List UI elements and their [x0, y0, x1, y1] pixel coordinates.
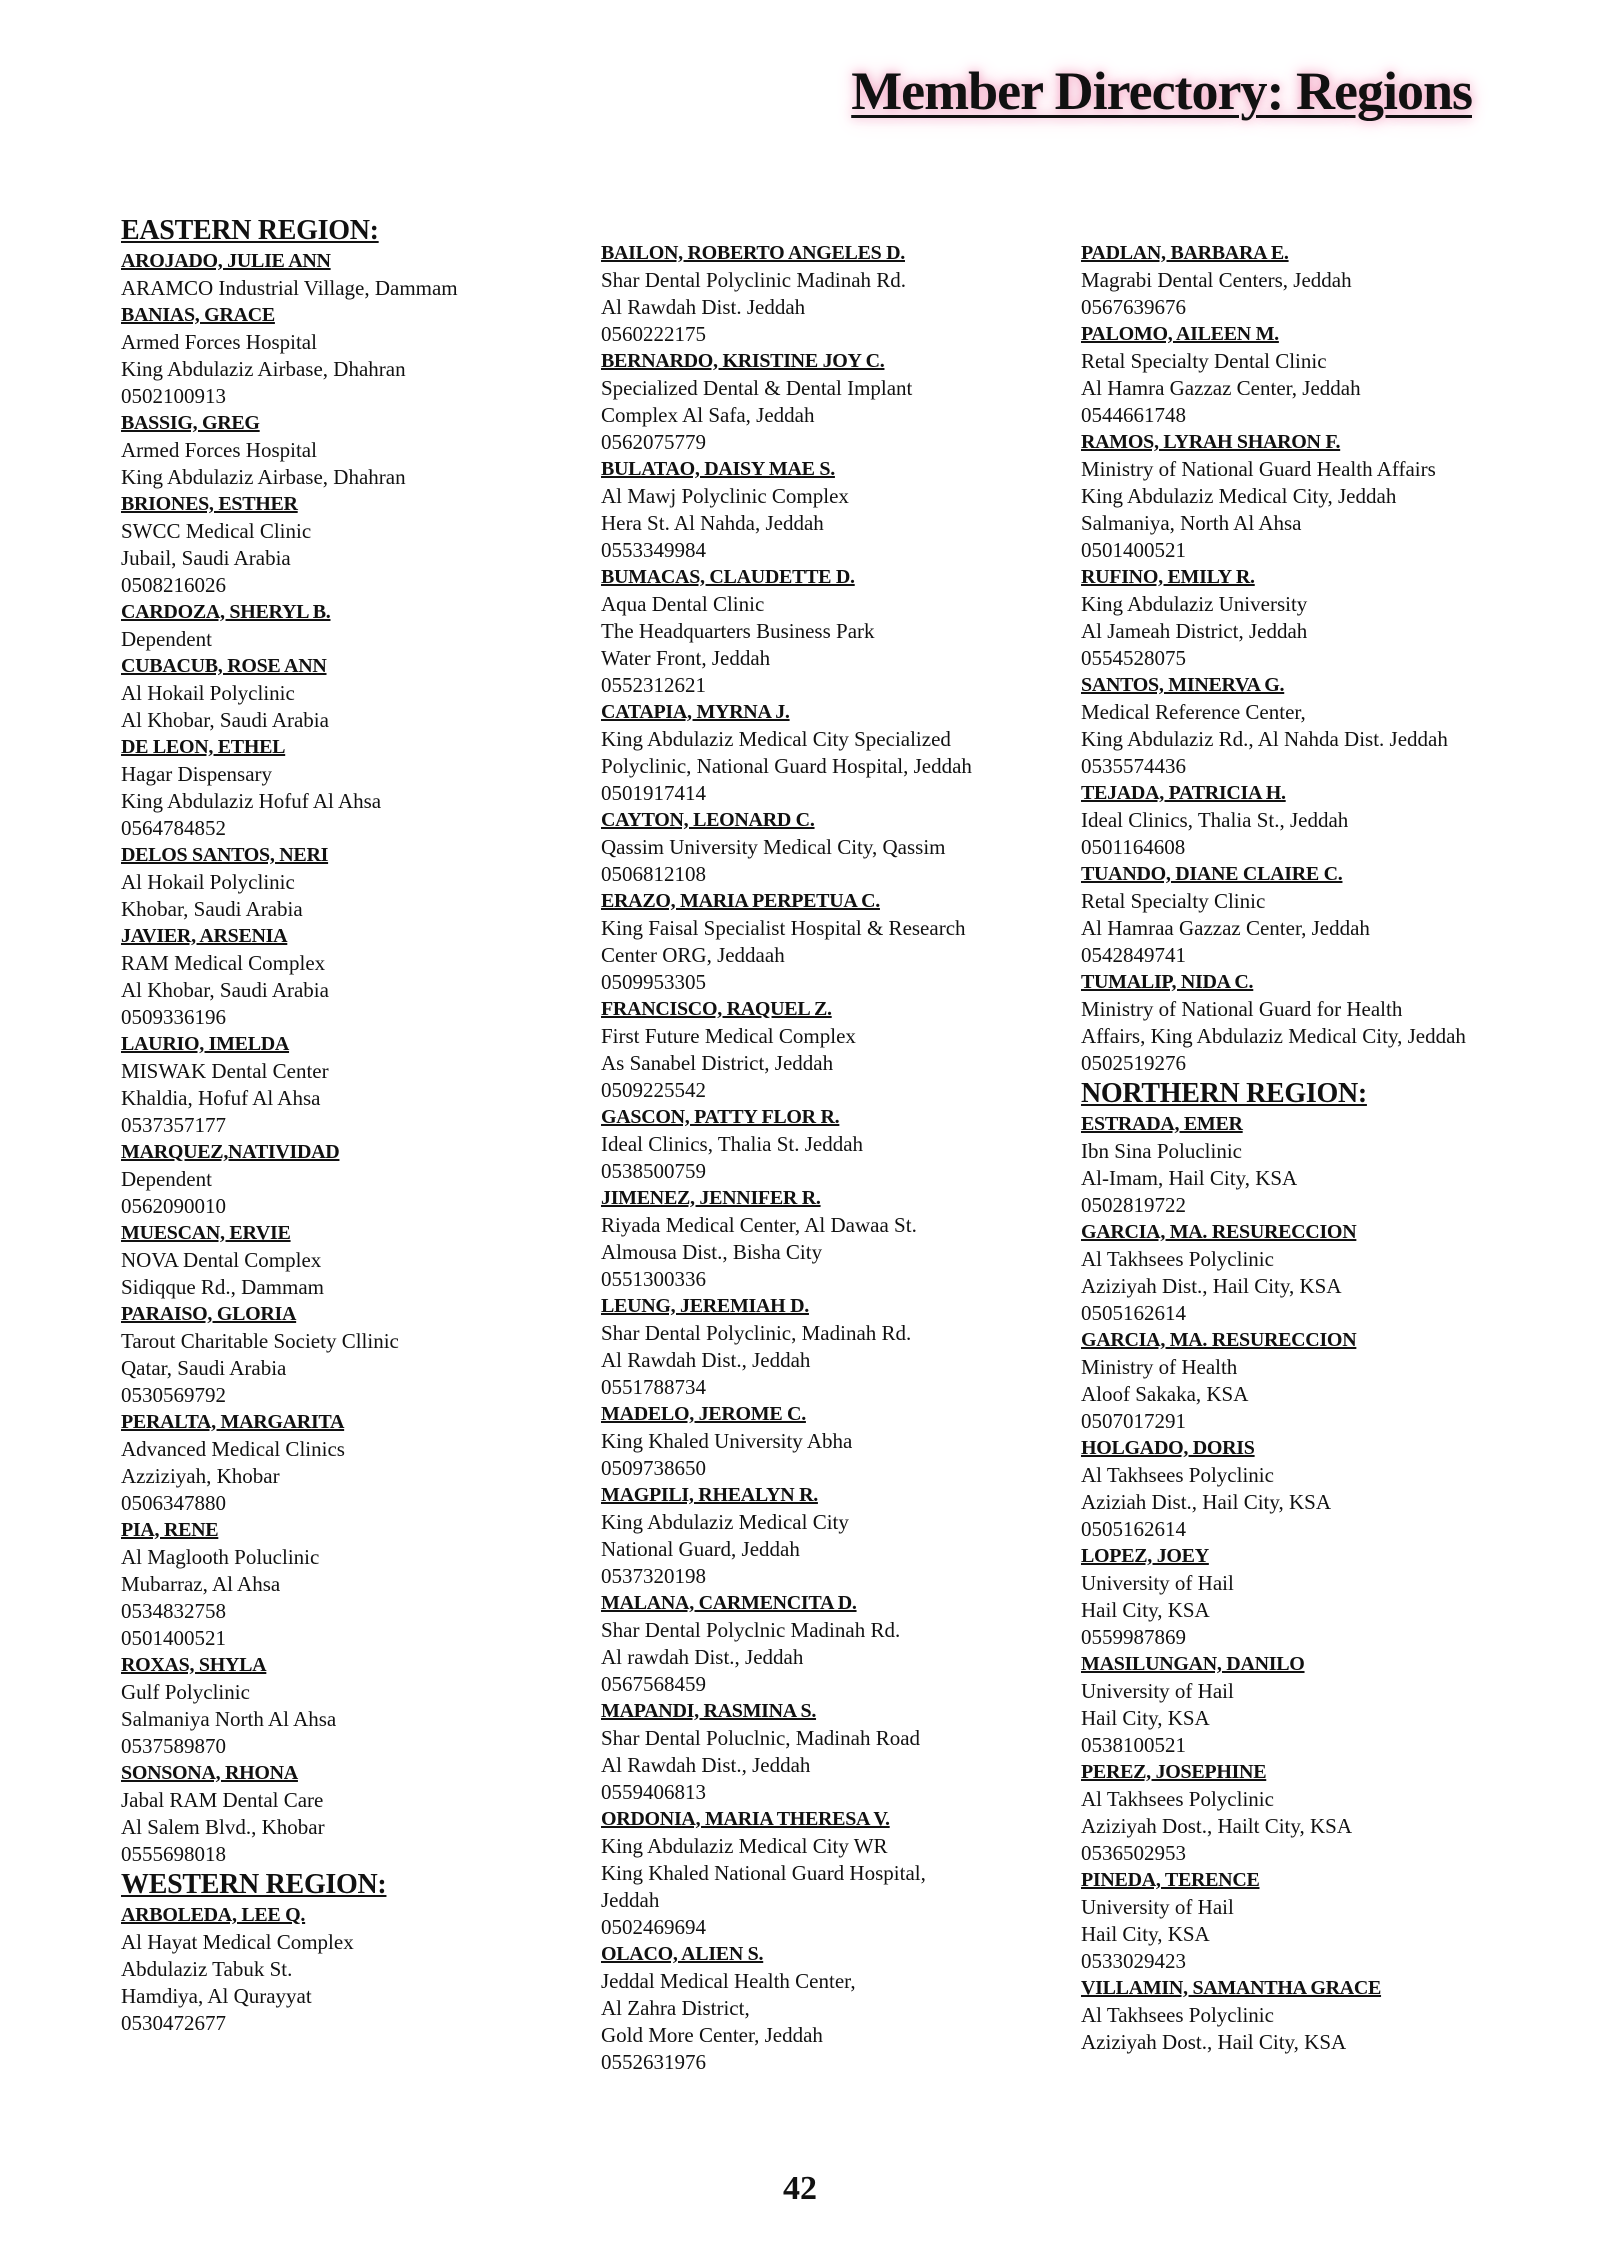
member-phone: 0508216026	[121, 573, 226, 597]
member-address-line: Tarout Charitable Society Cllinic	[121, 1329, 399, 1353]
member-address-line: Hail City, KSA	[1081, 1706, 1210, 1730]
member-phone: 0551788734	[601, 1375, 706, 1399]
member-phone: 0542849741	[1081, 943, 1186, 967]
member-name: MASILUNGAN, DANILO	[1081, 1653, 1305, 1675]
member-entry	[1081, 321, 1541, 429]
member-name: ERAZO, MARIA PERPETUA C.	[601, 890, 880, 912]
member-phone: 0502469694	[601, 1915, 706, 1939]
member-entry	[601, 1482, 1056, 1590]
member-entry	[121, 734, 571, 842]
member-phone: 0560222175	[601, 322, 706, 346]
member-address-line: Al Takhsees Polyclinic	[1081, 1787, 1274, 1811]
directory-column-2	[601, 240, 1056, 2076]
member-entry	[121, 1031, 571, 1139]
member-entry	[1081, 1219, 1541, 1327]
member-address-line: Al Rawdah Dist. Jeddah	[601, 295, 806, 319]
member-address-line: Riyada Medical Center, Al Dawaa St.	[601, 1213, 917, 1237]
member-address-line: National Guard, Jeddah	[601, 1537, 800, 1561]
member-entry	[601, 699, 1056, 807]
member-address-line: Al Hayat Medical Complex	[121, 1930, 354, 1954]
member-entry	[601, 564, 1056, 699]
member-name: MADELO, JEROME C.	[601, 1403, 806, 1425]
member-phone: 0509225542	[601, 1078, 706, 1102]
member-address-line: Ideal Clinics, Thalia St. Jeddah	[601, 1132, 864, 1156]
member-name: DE LEON, ETHEL	[121, 736, 286, 758]
member-phone: 0530569792	[121, 1383, 226, 1407]
page-title: Member Directory: Regions	[851, 61, 1472, 121]
member-address-line: As Sanabel District, Jeddah	[601, 1051, 834, 1075]
member-entry	[121, 302, 571, 410]
member-entry	[601, 1293, 1056, 1401]
member-entry	[601, 1104, 1056, 1185]
member-entry	[601, 456, 1056, 564]
member-phone: 0552312621	[601, 673, 706, 697]
member-address-line: Ministry of Health	[1081, 1355, 1238, 1379]
member-phone: 0506812108	[601, 862, 706, 886]
member-address-line: King Abdulaziz Airbase, Dhahran	[121, 465, 406, 489]
member-address-line: Armed Forces Hospital	[121, 330, 317, 354]
member-entry	[121, 491, 571, 599]
member-name: HOLGADO, DORIS	[1081, 1437, 1255, 1459]
member-address-line: Al Zahra District,	[601, 1996, 750, 2020]
member-entry	[601, 1806, 1056, 1941]
member-address-line: Al Hokail Polyclinic	[121, 681, 295, 705]
member-name: BRIONES, ESTHER	[121, 493, 298, 515]
member-address-line: ARAMCO Industrial Village, Dammam	[121, 276, 458, 300]
member-address-line: Khobar, Saudi Arabia	[121, 897, 303, 921]
member-name: PALOMO, AILEEN M.	[1081, 323, 1279, 345]
member-address-line: Qassim University Medical City, Qassim	[601, 835, 946, 859]
member-phone: 0537589870	[121, 1734, 226, 1758]
member-phone: 0554528075	[1081, 646, 1186, 670]
member-phone: 0552631976	[601, 2050, 706, 2074]
member-entry	[601, 888, 1056, 996]
member-address-line: NOVA Dental Complex	[121, 1248, 322, 1272]
member-address-line: Ideal Clinics, Thalia St., Jeddah	[1081, 808, 1349, 832]
member-phone: 0509953305	[601, 970, 706, 994]
member-name: SANTOS, MINERVA G.	[1081, 674, 1285, 696]
member-address-line: The Headquarters Business Park	[601, 619, 875, 643]
member-address-line: Al Hokail Polyclinic	[121, 870, 295, 894]
member-address-line: Complex Al Safa, Jeddah	[601, 403, 815, 427]
member-name: ESTRADA, EMER	[1081, 1113, 1243, 1135]
member-name: BAILON, ROBERTO ANGELES D.	[601, 242, 905, 264]
member-address-line: King Abdulaziz Medical City Specialized	[601, 727, 951, 751]
member-entry	[1081, 1975, 1541, 2056]
member-address-line: Ministry of National Guard for Health	[1081, 997, 1403, 1021]
member-entry	[121, 653, 571, 734]
member-address-line: Jubail, Saudi Arabia	[121, 546, 291, 570]
member-name: LEUNG, JEREMIAH D.	[601, 1295, 809, 1317]
member-name: TUANDO, DIANE CLAIRE C.	[1081, 863, 1343, 885]
member-phone: 0555698018	[121, 1842, 226, 1866]
member-address-line: King Khaled National Guard Hospital,	[601, 1861, 926, 1885]
member-name: JIMENEZ, JENNIFER R.	[601, 1187, 821, 1209]
member-address-line: Hail City, KSA	[1081, 1598, 1210, 1622]
member-name: CAYTON, LEONARD C.	[601, 809, 815, 831]
member-entry	[1081, 1111, 1541, 1219]
member-name: MAGPILI, RHEALYN R.	[601, 1484, 818, 1506]
member-address-line: King Abdulaziz Rd., Al Nahda Dist. Jeddah	[1081, 727, 1448, 751]
member-entry	[121, 923, 571, 1031]
member-address-line: Al Rawdah Dist., Jeddah	[601, 1753, 811, 1777]
member-address-line: Al-Imam, Hail City, KSA	[1081, 1166, 1298, 1190]
member-name: CARDOZA, SHERYL B.	[121, 601, 331, 623]
member-phone: 0502100913	[121, 384, 226, 408]
member-address-line: Shar Dental Polyclnic Madinah Rd.	[601, 1618, 901, 1642]
member-phone: 0533029423	[1081, 1949, 1186, 1973]
member-phone: 0502819722	[1081, 1193, 1186, 1217]
member-phone: 0509738650	[601, 1456, 706, 1480]
member-address-line: RAM Medical Complex	[121, 951, 326, 975]
member-address-line: Salmaniya North Al Ahsa	[121, 1707, 337, 1731]
member-entry	[121, 1409, 571, 1517]
member-address-line: Dependent	[121, 1167, 212, 1191]
member-address-line: Magrabi Dental Centers, Jeddah	[1081, 268, 1352, 292]
member-phone: 0505162614	[1081, 1301, 1186, 1325]
member-name: PERALTA, MARGARITA	[121, 1411, 345, 1433]
member-address-line: SWCC Medical Clinic	[121, 519, 312, 543]
member-address-line: Al Khobar, Saudi Arabia	[121, 708, 329, 732]
member-entry	[121, 1220, 571, 1301]
member-address-line: Al Khobar, Saudi Arabia	[121, 978, 329, 1002]
member-entry	[121, 842, 571, 923]
member-phone: 0544661748	[1081, 403, 1186, 427]
member-entry	[1081, 1543, 1541, 1651]
member-name: GARCIA, MA. RESURECCION	[1081, 1221, 1357, 1243]
member-address-line: Medical Reference Center,	[1081, 700, 1306, 724]
member-address-line: Ministry of National Guard Health Affairs	[1081, 457, 1436, 481]
member-name: PADLAN, BARBARA E.	[1081, 242, 1289, 264]
member-name: RUFINO, EMILY R.	[1081, 566, 1255, 588]
member-phone: 0501917414	[601, 781, 706, 805]
member-entry	[121, 599, 571, 653]
member-address-line: Jeddah	[601, 1888, 660, 1912]
member-name: TEJADA, PATRICIA H.	[1081, 782, 1286, 804]
member-address-line: Al Maglooth Poluclinic	[121, 1545, 320, 1569]
member-name: GARCIA, MA. RESURECCION	[1081, 1329, 1357, 1351]
member-phone: 0501164608	[1081, 835, 1186, 859]
member-address-line: Shar Dental Polyclinic, Madinah Rd.	[601, 1321, 912, 1345]
member-entry	[601, 1941, 1056, 2076]
region-heading: NORTHERN REGION:	[1081, 1078, 1367, 1109]
member-address-line: King Khaled University Abha	[601, 1429, 853, 1453]
member-phone: 0537320198	[601, 1564, 706, 1588]
member-address-line: Salmaniya, North Al Ahsa	[1081, 511, 1302, 535]
member-name: FRANCISCO, RAQUEL Z.	[601, 998, 832, 1020]
member-address-line: Gulf Polyclinic	[121, 1680, 250, 1704]
member-phone: 0538100521	[1081, 1733, 1186, 1757]
member-address-line: Al Hamra Gazzaz Center, Jeddah	[1081, 376, 1361, 400]
member-phone: 0564784852	[121, 816, 226, 840]
member-address-line: First Future Medical Complex	[601, 1024, 856, 1048]
member-entry	[1081, 672, 1541, 780]
member-name: JAVIER, ARSENIA	[121, 925, 288, 947]
member-name: OLACO, ALIEN S.	[601, 1943, 764, 1965]
member-entry	[601, 996, 1056, 1104]
member-address-line: King Faisal Specialist Hospital & Research	[601, 916, 966, 940]
member-address-line: Hail City, KSA	[1081, 1922, 1210, 1946]
member-entry	[601, 1590, 1056, 1698]
member-address-line: Al Salem Blvd., Khobar	[121, 1815, 325, 1839]
member-phone: 0559987869	[1081, 1625, 1186, 1649]
member-phone: 0567639676	[1081, 295, 1186, 319]
member-phone: 0536502953	[1081, 1841, 1186, 1865]
member-address-line: University of Hail	[1081, 1895, 1234, 1919]
member-entry	[601, 348, 1056, 456]
member-entry	[601, 240, 1056, 348]
member-phone: 0505162614	[1081, 1517, 1186, 1541]
member-name: BASSIG, GREG	[121, 412, 260, 434]
member-address-line: Al Takhsees Polyclinic	[1081, 1463, 1274, 1487]
member-entry	[601, 1185, 1056, 1293]
member-address-line: Hamdiya, Al Qurayyat	[121, 1984, 312, 2008]
member-entry	[1081, 1435, 1541, 1543]
member-entry	[121, 1301, 571, 1409]
member-address-line: Azziziyah, Khobar	[121, 1464, 280, 1488]
member-name: MAPANDI, RASMINA S.	[601, 1700, 817, 1722]
member-entry	[1081, 240, 1541, 321]
member-address-line: King Abdulaziz Medical City, Jeddah	[1081, 484, 1397, 508]
member-entry	[601, 807, 1056, 888]
member-address-line: Water Front, Jeddah	[601, 646, 771, 670]
member-address-line: Jeddal Medical Health Center,	[601, 1969, 856, 1993]
member-address-line: Shar Dental Polyclinic Madinah Rd.	[601, 268, 907, 292]
member-entry	[601, 1698, 1056, 1806]
directory-column-3	[1081, 240, 1541, 2056]
member-entry	[121, 410, 571, 491]
member-entry	[1081, 429, 1541, 564]
member-address-line: Aziziah Dist., Hail City, KSA	[1081, 1490, 1332, 1514]
member-address-line: Aloof Sakaka, KSA	[1081, 1382, 1249, 1406]
member-address-line: Aziziyah Dist., Hail City, KSA	[1081, 1274, 1342, 1298]
member-address-line: Advanced Medical Clinics	[121, 1437, 345, 1461]
member-address-line: King Abdulaziz Hofuf Al Ahsa	[121, 789, 382, 813]
member-name: ROXAS, SHYLA	[121, 1654, 267, 1676]
member-address-line: Dependent	[121, 627, 212, 651]
member-name: BANIAS, GRACE	[121, 304, 275, 326]
member-phone: 0551300336	[601, 1267, 706, 1291]
member-phone: 0553349984	[601, 538, 706, 562]
member-phone: 0535574436	[1081, 754, 1186, 778]
member-entry	[1081, 969, 1541, 1077]
member-address-line: Sidiqque Rd., Dammam	[121, 1275, 324, 1299]
member-entry	[121, 1652, 571, 1760]
member-name: LOPEZ, JOEY	[1081, 1545, 1209, 1567]
member-address-line: Hagar Dispensary	[121, 762, 273, 786]
member-entry	[1081, 564, 1541, 672]
member-address-line: Al Hamraa Gazzaz Center, Jeddah	[1081, 916, 1370, 940]
member-name: MUESCAN, ERVIE	[121, 1222, 291, 1244]
member-phone: 0567568459	[601, 1672, 706, 1696]
member-name: AROJADO, JULIE ANN	[121, 250, 331, 272]
member-name: LAURIO, IMELDA	[121, 1033, 290, 1055]
member-phone: 0501400521	[121, 1626, 226, 1650]
member-name: BULATAO, DAISY MAE S.	[601, 458, 835, 480]
member-phone: 0502519276	[1081, 1051, 1186, 1075]
member-name: CUBACUB, ROSE ANN	[121, 655, 327, 677]
member-address-line: Retal Specialty Clinic	[1081, 889, 1266, 913]
member-address-line: Al Rawdah Dist., Jeddah	[601, 1348, 811, 1372]
member-address-line: King Abdulaziz University	[1081, 592, 1308, 616]
member-entry	[1081, 861, 1541, 969]
member-entry	[121, 1517, 571, 1652]
member-name: BUMACAS, CLAUDETTE D.	[601, 566, 855, 588]
member-address-line: Center ORG, Jeddaah	[601, 943, 785, 967]
member-phone: 0562075779	[601, 430, 706, 454]
member-address-line: Abdulaziz Tabuk St.	[121, 1957, 293, 1981]
directory-column-1	[121, 214, 571, 2037]
member-entry	[121, 1902, 571, 2037]
member-address-line: King Abdulaziz Airbase, Dhahran	[121, 357, 406, 381]
member-address-line: Qatar, Saudi Arabia	[121, 1356, 287, 1380]
member-address-line: University of Hail	[1081, 1571, 1234, 1595]
member-address-line: Al Takhsees Polyclinic	[1081, 1247, 1274, 1271]
member-name: PIA, RENE	[121, 1519, 219, 1541]
member-address-line: University of Hail	[1081, 1679, 1234, 1703]
member-phone: 0506347880	[121, 1491, 226, 1515]
member-phone: 0501400521	[1081, 538, 1186, 562]
member-entry	[121, 1139, 571, 1220]
member-address-line: King Abdulaziz Medical City	[601, 1510, 849, 1534]
member-address-line: Aqua Dental Clinic	[601, 592, 765, 616]
member-name: CATAPIA, MYRNA J.	[601, 701, 790, 723]
member-name: PARAISO, GLORIA	[121, 1303, 297, 1325]
member-name: GASCON, PATTY FLOR R.	[601, 1106, 840, 1128]
member-address-line: Mubarraz, Al Ahsa	[121, 1572, 281, 1596]
member-entry	[601, 1401, 1056, 1482]
member-phone: 0509336196	[121, 1005, 226, 1029]
member-address-line: Gold More Center, Jeddah	[601, 2023, 823, 2047]
member-name: SONSONA, RHONA	[121, 1762, 298, 1784]
member-name: MARQUEZ,NATIVIDAD	[121, 1141, 340, 1163]
member-address-line: Al Jameah District, Jeddah	[1081, 619, 1308, 643]
member-name: PINEDA, TERENCE	[1081, 1869, 1260, 1891]
region-heading: WESTERN REGION:	[121, 1869, 387, 1900]
member-name: BERNARDO, KRISTINE JOY C.	[601, 350, 885, 372]
member-entry	[121, 1760, 571, 1868]
member-address-line: Armed Forces Hospital	[121, 438, 317, 462]
member-entry	[1081, 1651, 1541, 1759]
member-address-line: King Abdulaziz Medical City WR	[601, 1834, 888, 1858]
member-entry	[1081, 1327, 1541, 1435]
member-address-line: Hera St. Al Nahda, Jeddah	[601, 511, 824, 535]
member-address-line: Ibn Sina Poluclinic	[1081, 1139, 1242, 1163]
member-entry	[1081, 1867, 1541, 1975]
member-phone: 0559406813	[601, 1780, 706, 1804]
member-name: ORDONIA, MARIA THERESA V.	[601, 1808, 890, 1830]
member-phone: 0507017291	[1081, 1409, 1186, 1433]
member-address-line: Shar Dental Poluclnic, Madinah Road	[601, 1726, 921, 1750]
member-phone: 0534832758	[121, 1599, 226, 1623]
member-address-line: Affairs, King Abdulaziz Medical City, Jeddah	[1081, 1024, 1466, 1048]
member-phone: 0562090010	[121, 1194, 226, 1218]
page-number: 42	[783, 2170, 817, 2207]
member-phone: 0537357177	[121, 1113, 226, 1137]
member-name: ARBOLEDA, LEE Q.	[121, 1904, 306, 1926]
member-address-line: Al rawdah Dist., Jeddah	[601, 1645, 804, 1669]
member-address-line: Almousa Dist., Bisha City	[601, 1240, 823, 1264]
member-name: TUMALIP, NIDA C.	[1081, 971, 1254, 993]
member-address-line: Aziziyah Dost., Hail City, KSA	[1081, 2030, 1347, 2054]
member-address-line: Al Mawj Polyclinic Complex	[601, 484, 849, 508]
member-address-line: Aziziyah Dost., Hailt City, KSA	[1081, 1814, 1353, 1838]
region-heading: EASTERN REGION:	[121, 215, 379, 246]
member-address-line: Retal Specialty Dental Clinic	[1081, 349, 1327, 373]
member-address-line: Polyclinic, National Guard Hospital, Jeddah	[601, 754, 972, 778]
member-name: RAMOS, LYRAH SHARON F.	[1081, 431, 1341, 453]
member-phone: 0530472677	[121, 2011, 226, 2035]
member-name: VILLAMIN, SAMANTHA GRACE	[1081, 1977, 1382, 1999]
member-address-line: Specialized Dental & Dental Implant	[601, 376, 913, 400]
member-entry	[121, 248, 571, 302]
member-name: MALANA, CARMENCITA D.	[601, 1592, 857, 1614]
member-entry	[1081, 780, 1541, 861]
member-address-line: Al Takhsees Polyclinic	[1081, 2003, 1274, 2027]
member-address-line: Khaldia, Hofuf Al Ahsa	[121, 1086, 321, 1110]
member-address-line: Jabal RAM Dental Care	[121, 1788, 324, 1812]
member-phone: 0538500759	[601, 1159, 706, 1183]
member-name: DELOS SANTOS, NERI	[121, 844, 329, 866]
member-address-line: MISWAK Dental Center	[121, 1059, 329, 1083]
member-name: PEREZ, JOSEPHINE	[1081, 1761, 1267, 1783]
member-entry	[1081, 1759, 1541, 1867]
